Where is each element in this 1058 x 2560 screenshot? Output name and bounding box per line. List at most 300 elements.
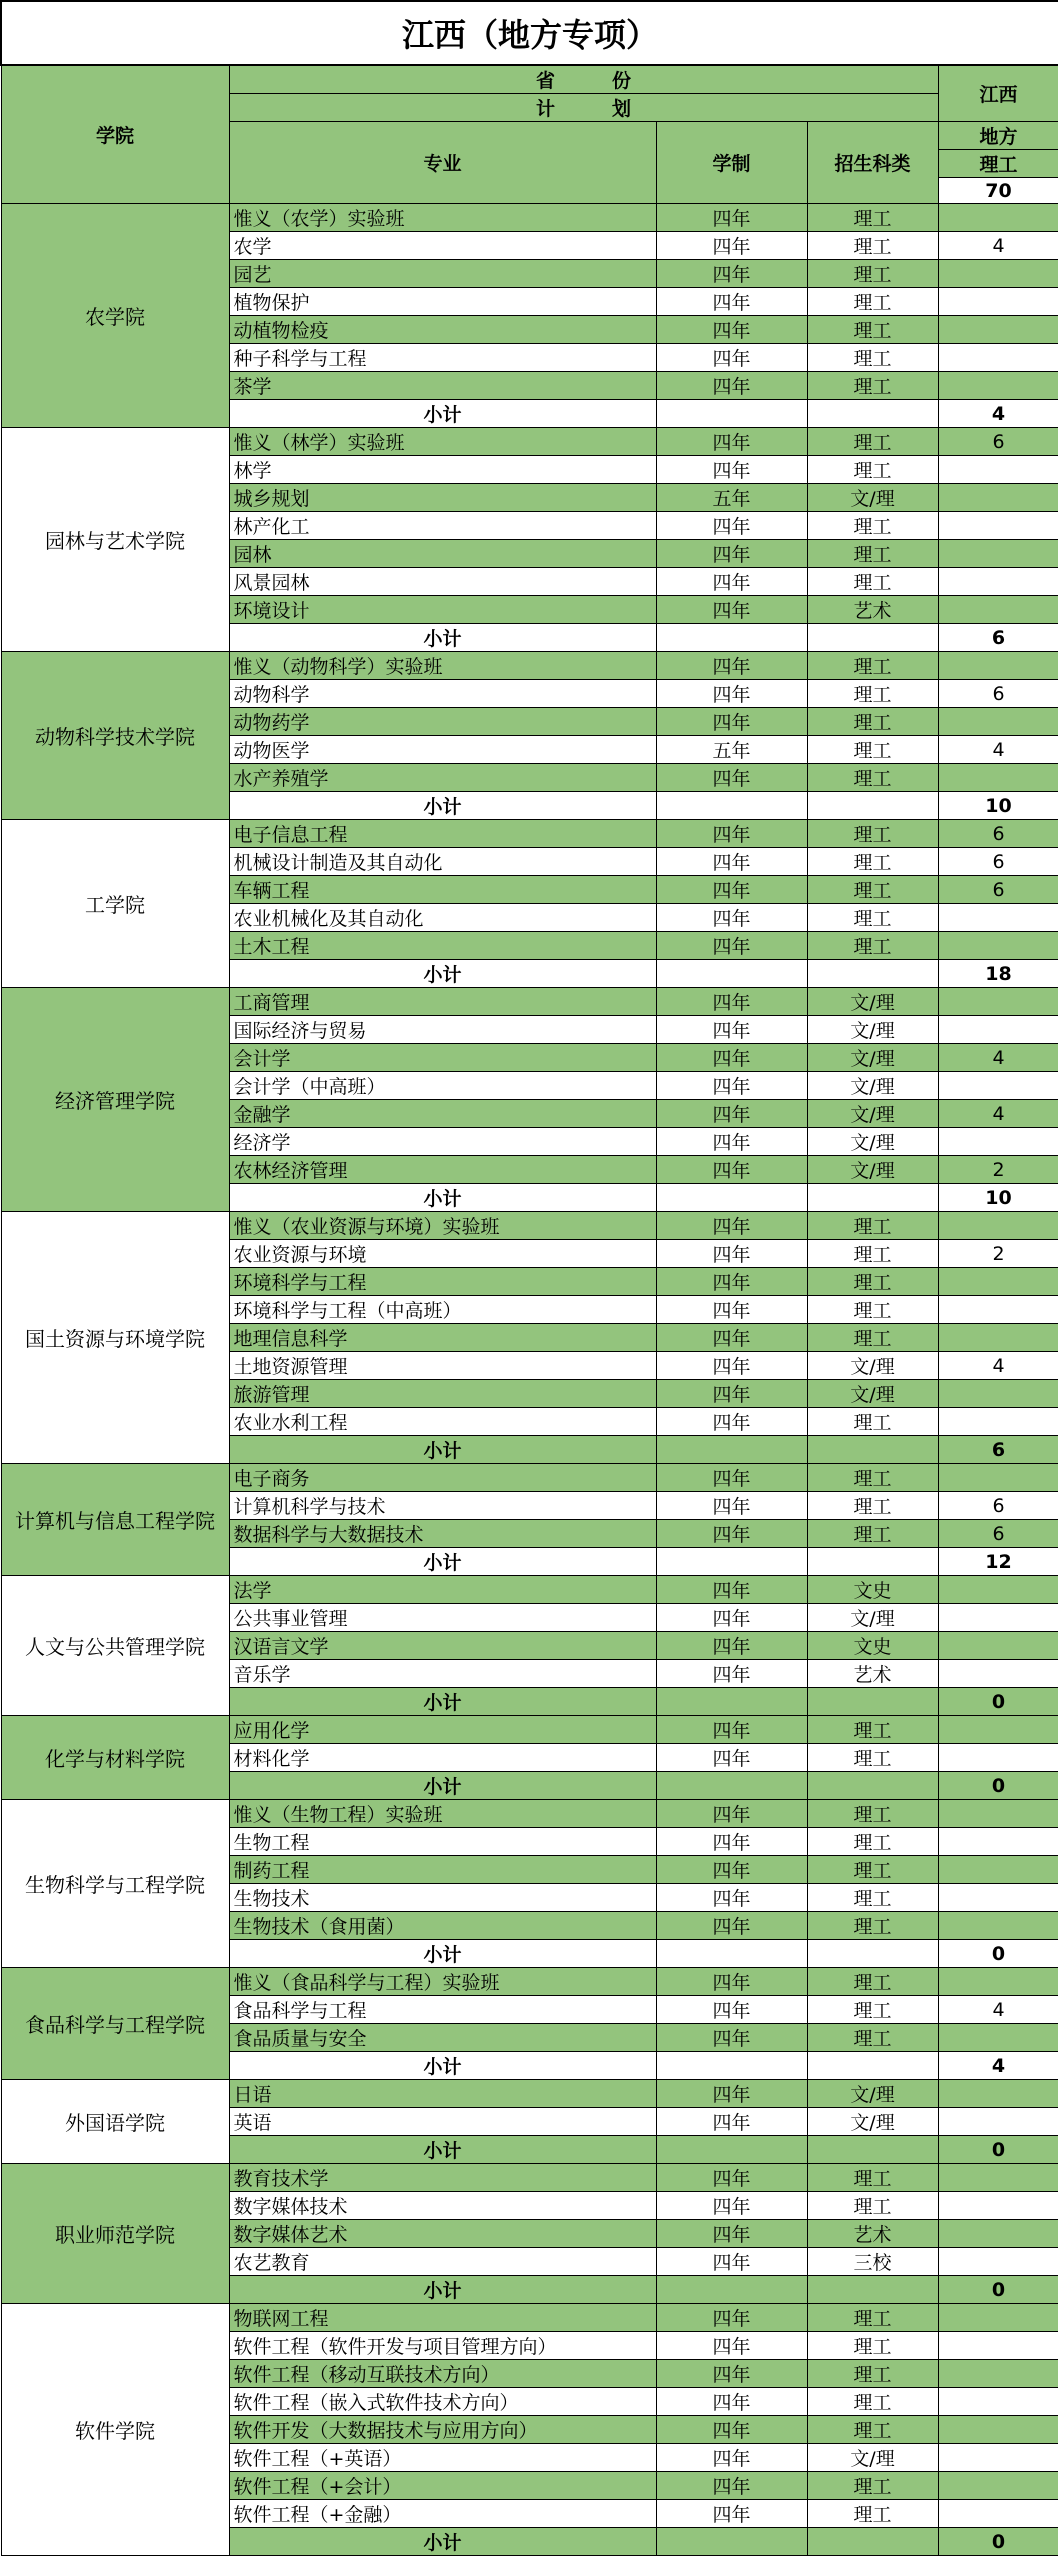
major-name: 国际经济与贸易 (229, 1016, 656, 1044)
table-row (1, 204, 1058, 232)
major-category: 理工 (807, 344, 938, 372)
subtotal-value: 0 (938, 2136, 1058, 2164)
subtotal-value: 4 (938, 400, 1058, 428)
major-name: 农林经济管理 (229, 1156, 656, 1184)
major-plan-count (938, 260, 1058, 288)
major-name: 地理信息科学 (229, 1324, 656, 1352)
subtotal-value: 10 (938, 1184, 1058, 1212)
major-duration: 四年 (656, 2388, 807, 2416)
major-name: 电子商务 (229, 1464, 656, 1492)
subtotal-value: 0 (938, 1772, 1058, 1800)
major-category: 理工 (807, 1212, 938, 1240)
subtotal-value: 10 (938, 792, 1058, 820)
major-category: 理工 (807, 316, 938, 344)
subtotal-empty-duration (656, 624, 807, 652)
major-category: 理工 (807, 1912, 938, 1940)
major-name: 物联网工程 (229, 2304, 656, 2332)
major-category: 文/理 (807, 1604, 938, 1632)
major-plan-count (938, 1296, 1058, 1324)
major-duration: 四年 (656, 1240, 807, 1268)
major-duration: 四年 (656, 2416, 807, 2444)
major-plan-count (938, 1380, 1058, 1408)
major-name: 软件工程（+会计） (229, 2472, 656, 2500)
major-category: 理工 (807, 2164, 938, 2192)
header-province: 江西 (938, 65, 1058, 122)
major-plan-count (938, 2332, 1058, 2360)
major-duration: 四年 (656, 568, 807, 596)
subtotal-label: 小计 (229, 1436, 656, 1464)
major-category: 文/理 (807, 1016, 938, 1044)
major-category: 理工 (807, 1968, 938, 1996)
major-plan-count: 4 (938, 1044, 1058, 1072)
major-category: 理工 (807, 456, 938, 484)
major-category: 理工 (807, 820, 938, 848)
major-name: 动物医学 (229, 736, 656, 764)
subtotal-empty-duration (656, 1548, 807, 1576)
subtotal-value: 0 (938, 2276, 1058, 2304)
major-duration: 四年 (656, 1828, 807, 1856)
major-category: 理工 (807, 1240, 938, 1268)
major-category: 理工 (807, 232, 938, 260)
major-duration: 四年 (656, 1492, 807, 1520)
major-duration: 四年 (656, 2332, 807, 2360)
major-plan-count (938, 1576, 1058, 1604)
major-plan-count (938, 1800, 1058, 1828)
college-name: 农学院 (1, 204, 229, 428)
major-duration: 四年 (656, 1884, 807, 1912)
major-category: 理工 (807, 1324, 938, 1352)
subtotal-empty-category (807, 792, 938, 820)
college-name: 软件学院 (1, 2304, 229, 2556)
subtotal-value: 0 (938, 1940, 1058, 1968)
major-category: 理工 (807, 260, 938, 288)
major-duration: 四年 (656, 540, 807, 568)
major-plan-count (938, 1128, 1058, 1156)
table-row (1, 1576, 1058, 1604)
major-name: 制药工程 (229, 1856, 656, 1884)
major-name: 会计学（中高班） (229, 1072, 656, 1100)
major-category: 理工 (807, 1716, 938, 1744)
major-plan-count (938, 344, 1058, 372)
table-row (1, 820, 1058, 848)
major-duration: 四年 (656, 344, 807, 372)
major-category: 理工 (807, 680, 938, 708)
major-plan-count (938, 2164, 1058, 2192)
major-plan-count (938, 2080, 1058, 2108)
major-plan-count (938, 1268, 1058, 1296)
major-category: 理工 (807, 1800, 938, 1828)
major-name: 园林 (229, 540, 656, 568)
major-name: 惟义（生物工程）实验班 (229, 1800, 656, 1828)
subtotal-empty-duration (656, 2276, 807, 2304)
major-name: 软件开发（大数据技术与应用方向） (229, 2416, 656, 2444)
major-duration: 四年 (656, 764, 807, 792)
major-duration: 四年 (656, 1912, 807, 1940)
major-duration: 四年 (656, 2192, 807, 2220)
major-duration: 四年 (656, 1296, 807, 1324)
header-college: 学院 (1, 65, 229, 204)
major-duration: 四年 (656, 1464, 807, 1492)
major-duration: 四年 (656, 1044, 807, 1072)
major-plan-count (938, 540, 1058, 568)
major-category: 理工 (807, 1884, 938, 1912)
major-category: 文史 (807, 1632, 938, 1660)
major-plan-count: 4 (938, 1100, 1058, 1128)
major-category: 文/理 (807, 2108, 938, 2136)
major-duration: 四年 (656, 1268, 807, 1296)
major-plan-count (938, 484, 1058, 512)
subtotal-empty-category (807, 2052, 938, 2080)
major-duration: 四年 (656, 428, 807, 456)
subtotal-empty-duration (656, 960, 807, 988)
subtotal-label: 小计 (229, 960, 656, 988)
major-duration: 四年 (656, 904, 807, 932)
major-duration: 五年 (656, 736, 807, 764)
table-row (1, 1716, 1058, 1744)
major-plan-count (938, 2248, 1058, 2276)
major-category: 文/理 (807, 988, 938, 1016)
major-duration: 四年 (656, 2080, 807, 2108)
major-plan-count (938, 1716, 1058, 1744)
major-plan-count (938, 2472, 1058, 2500)
subtotal-empty-category (807, 2528, 938, 2556)
major-name: 车辆工程 (229, 876, 656, 904)
major-plan-count (938, 288, 1058, 316)
table-row (1, 1212, 1058, 1240)
major-plan-count (938, 316, 1058, 344)
major-category: 文/理 (807, 2080, 938, 2108)
major-plan-count (938, 2024, 1058, 2052)
subtotal-empty-category (807, 2276, 938, 2304)
major-plan-count (938, 2388, 1058, 2416)
subtotal-value: 18 (938, 960, 1058, 988)
major-plan-count (938, 708, 1058, 736)
major-category: 理工 (807, 204, 938, 232)
subtotal-label: 小计 (229, 400, 656, 428)
major-duration: 四年 (656, 2500, 807, 2528)
major-name: 数据科学与大数据技术 (229, 1520, 656, 1548)
major-name: 经济学 (229, 1128, 656, 1156)
major-name: 软件工程（+金融） (229, 2500, 656, 2528)
major-plan-count (938, 764, 1058, 792)
major-category: 文/理 (807, 484, 938, 512)
major-name: 工商管理 (229, 988, 656, 1016)
major-category: 理工 (807, 2192, 938, 2220)
major-name: 食品质量与安全 (229, 2024, 656, 2052)
major-duration: 四年 (656, 988, 807, 1016)
major-category: 理工 (807, 288, 938, 316)
major-category: 理工 (807, 1296, 938, 1324)
major-name: 教育技术学 (229, 2164, 656, 2192)
subtotal-label: 小计 (229, 2276, 656, 2304)
major-category: 理工 (807, 512, 938, 540)
major-duration: 四年 (656, 1156, 807, 1184)
major-plan-count (938, 1744, 1058, 1772)
major-name: 法学 (229, 1576, 656, 1604)
major-plan-count (938, 2444, 1058, 2472)
table-row (1, 988, 1058, 1016)
major-plan-count (938, 904, 1058, 932)
major-duration: 四年 (656, 2360, 807, 2388)
subtotal-empty-duration (656, 792, 807, 820)
subtotal-value: 4 (938, 2052, 1058, 2080)
major-duration: 四年 (656, 1856, 807, 1884)
subtotal-label: 小计 (229, 1940, 656, 1968)
major-name: 数字媒体艺术 (229, 2220, 656, 2248)
major-name: 日语 (229, 2080, 656, 2108)
major-plan-count: 4 (938, 232, 1058, 260)
major-name: 软件工程（软件开发与项目管理方向） (229, 2332, 656, 2360)
major-plan-count (938, 456, 1058, 484)
major-category: 理工 (807, 736, 938, 764)
major-duration: 四年 (656, 1800, 807, 1828)
major-duration: 四年 (656, 372, 807, 400)
subtotal-empty-category (807, 400, 938, 428)
major-plan-count (938, 372, 1058, 400)
college-name: 计算机与信息工程学院 (1, 1464, 229, 1576)
major-duration: 四年 (656, 596, 807, 624)
major-duration: 四年 (656, 1632, 807, 1660)
major-name: 林产化工 (229, 512, 656, 540)
major-category: 理工 (807, 428, 938, 456)
college-name: 生物科学与工程学院 (1, 1800, 229, 1968)
major-plan-count (938, 1464, 1058, 1492)
major-category: 文/理 (807, 1044, 938, 1072)
subtotal-empty-category (807, 2136, 938, 2164)
major-duration: 四年 (656, 1352, 807, 1380)
major-category: 文/理 (807, 1100, 938, 1128)
college-name: 工学院 (1, 820, 229, 988)
major-duration: 四年 (656, 820, 807, 848)
major-plan-count (938, 1660, 1058, 1688)
major-name: 音乐学 (229, 1660, 656, 1688)
major-duration: 四年 (656, 680, 807, 708)
major-duration: 四年 (656, 848, 807, 876)
college-name: 职业师范学院 (1, 2164, 229, 2304)
header-province-label: 省 份 (229, 65, 938, 94)
major-duration: 四年 (656, 1968, 807, 1996)
subtotal-label: 小计 (229, 624, 656, 652)
major-duration: 四年 (656, 2220, 807, 2248)
subtotal-value: 12 (938, 1548, 1058, 1576)
table-row (1, 2164, 1058, 2192)
subtotal-value: 0 (938, 1688, 1058, 1716)
major-plan-count (938, 568, 1058, 596)
major-duration: 四年 (656, 1380, 807, 1408)
major-duration: 四年 (656, 1100, 807, 1128)
header-type: 地方 (938, 122, 1058, 150)
subtotal-label: 小计 (229, 1688, 656, 1716)
major-name: 植物保护 (229, 288, 656, 316)
subtotal-empty-duration (656, 400, 807, 428)
major-name: 会计学 (229, 1044, 656, 1072)
major-duration: 四年 (656, 2164, 807, 2192)
major-plan-count (938, 988, 1058, 1016)
major-category: 理工 (807, 876, 938, 904)
college-name: 化学与材料学院 (1, 1716, 229, 1800)
major-name: 园艺 (229, 260, 656, 288)
major-category: 理工 (807, 1996, 938, 2024)
table-row (1, 428, 1058, 456)
major-name: 惟义（农学）实验班 (229, 204, 656, 232)
major-category: 文/理 (807, 2444, 938, 2472)
major-category: 理工 (807, 2416, 938, 2444)
major-plan-count: 6 (938, 876, 1058, 904)
college-name: 外国语学院 (1, 2080, 229, 2164)
major-name: 软件工程（嵌入式软件技术方向） (229, 2388, 656, 2416)
major-duration: 四年 (656, 288, 807, 316)
subtotal-label: 小计 (229, 2136, 656, 2164)
major-name: 农学 (229, 232, 656, 260)
major-name: 农业资源与环境 (229, 1240, 656, 1268)
subtotal-empty-category (807, 1436, 938, 1464)
major-category: 理工 (807, 904, 938, 932)
major-plan-count (938, 1828, 1058, 1856)
subtotal-value: 6 (938, 1436, 1058, 1464)
major-name: 旅游管理 (229, 1380, 656, 1408)
major-name: 计算机科学与技术 (229, 1492, 656, 1520)
major-name: 农业水利工程 (229, 1408, 656, 1436)
major-name: 英语 (229, 2108, 656, 2136)
major-category: 理工 (807, 540, 938, 568)
subtotal-empty-duration (656, 2528, 807, 2556)
subtotal-label: 小计 (229, 1548, 656, 1576)
major-duration: 四年 (656, 2304, 807, 2332)
major-name: 软件工程（+英语） (229, 2444, 656, 2472)
major-plan-count (938, 932, 1058, 960)
header-plan-label: 计 划 (229, 94, 938, 122)
major-plan-count (938, 1072, 1058, 1100)
major-name: 水产养殖学 (229, 764, 656, 792)
major-plan-count: 6 (938, 680, 1058, 708)
major-name: 茶学 (229, 372, 656, 400)
major-duration: 四年 (656, 2472, 807, 2500)
major-name: 软件工程（移动互联技术方向） (229, 2360, 656, 2388)
major-plan-count (938, 1884, 1058, 1912)
major-plan-count (938, 1324, 1058, 1352)
table-row (1, 1800, 1058, 1828)
page-title: 江西（地方专项） (1, 1, 1058, 65)
major-category: 理工 (807, 2332, 938, 2360)
major-category: 艺术 (807, 596, 938, 624)
major-duration: 四年 (656, 1716, 807, 1744)
table-row (1, 652, 1058, 680)
major-duration: 四年 (656, 1016, 807, 1044)
major-duration: 四年 (656, 1212, 807, 1240)
major-duration: 四年 (656, 1660, 807, 1688)
major-name: 惟义（食品科学与工程）实验班 (229, 1968, 656, 1996)
subtotal-label: 小计 (229, 1184, 656, 1212)
table-row (1, 1968, 1058, 1996)
major-plan-count (938, 2220, 1058, 2248)
college-name: 动物科学技术学院 (1, 652, 229, 820)
major-plan-count (938, 204, 1058, 232)
major-name: 食品科学与工程 (229, 1996, 656, 2024)
major-name: 土地资源管理 (229, 1352, 656, 1380)
major-category: 理工 (807, 2472, 938, 2500)
major-category: 理工 (807, 1268, 938, 1296)
major-duration: 四年 (656, 2108, 807, 2136)
major-duration: 四年 (656, 1604, 807, 1632)
major-plan-count (938, 2304, 1058, 2332)
major-duration: 四年 (656, 204, 807, 232)
major-category: 艺术 (807, 2220, 938, 2248)
major-duration: 四年 (656, 1324, 807, 1352)
major-duration: 四年 (656, 652, 807, 680)
major-plan-count: 6 (938, 1492, 1058, 1520)
major-plan-count: 6 (938, 848, 1058, 876)
major-plan-count (938, 596, 1058, 624)
major-plan-count: 4 (938, 1996, 1058, 2024)
major-name: 公共事业管理 (229, 1604, 656, 1632)
subtotal-label: 小计 (229, 2052, 656, 2080)
major-plan-count (938, 2500, 1058, 2528)
major-plan-count (938, 512, 1058, 540)
major-plan-count (938, 1212, 1058, 1240)
major-category: 理工 (807, 1856, 938, 1884)
major-name: 环境科学与工程 (229, 1268, 656, 1296)
subtotal-empty-category (807, 960, 938, 988)
major-name: 动物药学 (229, 708, 656, 736)
subtotal-empty-duration (656, 2052, 807, 2080)
header-duration: 学制 (656, 122, 807, 204)
college-name: 人文与公共管理学院 (1, 1576, 229, 1716)
major-name: 生物工程 (229, 1828, 656, 1856)
major-name: 材料化学 (229, 1744, 656, 1772)
header-subtype: 理工 (938, 150, 1058, 178)
major-plan-count (938, 1912, 1058, 1940)
major-name: 应用化学 (229, 1716, 656, 1744)
major-name: 汉语言文学 (229, 1632, 656, 1660)
subtotal-label: 小计 (229, 2528, 656, 2556)
major-category: 文/理 (807, 1128, 938, 1156)
major-duration: 四年 (656, 1128, 807, 1156)
major-name: 农业机械化及其自动化 (229, 904, 656, 932)
major-category: 理工 (807, 1828, 938, 1856)
major-duration: 四年 (656, 1408, 807, 1436)
major-category: 理工 (807, 652, 938, 680)
header-category: 招生科类 (807, 122, 938, 204)
major-plan-count: 2 (938, 1156, 1058, 1184)
subtotal-empty-duration (656, 1772, 807, 1800)
major-category: 文/理 (807, 1072, 938, 1100)
major-plan-count (938, 2108, 1058, 2136)
major-category: 理工 (807, 1464, 938, 1492)
major-name: 风景园林 (229, 568, 656, 596)
major-name: 动植物检疫 (229, 316, 656, 344)
subtotal-label: 小计 (229, 1772, 656, 1800)
major-name: 惟义（农业资源与环境）实验班 (229, 1212, 656, 1240)
major-duration: 四年 (656, 2444, 807, 2472)
major-category: 理工 (807, 2500, 938, 2528)
subtotal-empty-category (807, 1772, 938, 1800)
major-category: 理工 (807, 568, 938, 596)
major-name: 动物科学 (229, 680, 656, 708)
major-duration: 四年 (656, 1576, 807, 1604)
major-name: 城乡规划 (229, 484, 656, 512)
major-duration: 四年 (656, 316, 807, 344)
college-name: 食品科学与工程学院 (1, 1968, 229, 2080)
table-row (1, 2080, 1058, 2108)
major-name: 土木工程 (229, 932, 656, 960)
table-row (1, 1464, 1058, 1492)
major-duration: 四年 (656, 876, 807, 904)
major-category: 理工 (807, 932, 938, 960)
major-duration: 四年 (656, 932, 807, 960)
major-category: 理工 (807, 764, 938, 792)
major-name: 林学 (229, 456, 656, 484)
major-plan-count (938, 652, 1058, 680)
